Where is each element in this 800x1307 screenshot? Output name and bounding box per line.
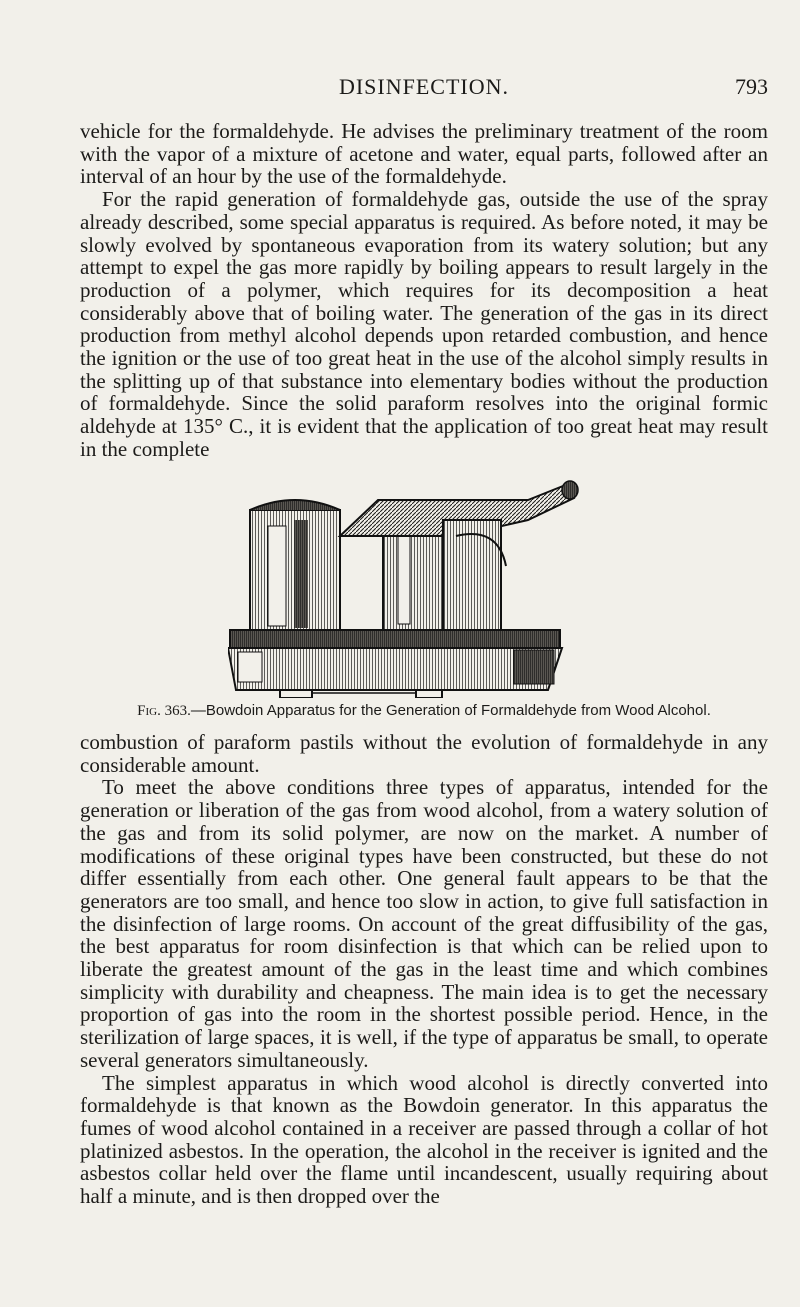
text-block-bottom bbox=[80, 731, 768, 1208]
chapter-title: DISINFECTION. bbox=[338, 74, 510, 99]
paragraph: combustion of paraform pastils without the evolution of formaldehyde in any considerable amount. bbox=[80, 730, 768, 777]
page-number: 793 bbox=[735, 74, 768, 99]
paragraph: The simplest apparatus in which wood alcohol is directly converted into formaldehyde is that known as the Bowdoin generator. In this apparatus the fumes of wood alcohol contained in a receiver are passed through a collar of hot platinized asbestos. In the operation, the alcohol in the receiver is ignited and the asbestos collar held over the flame until incandescent, usually requiring about half a minute, and is then dropped over the bbox=[80, 1070, 768, 1209]
bowdoin-apparatus-illustration bbox=[228, 476, 588, 698]
text-block-top bbox=[80, 120, 768, 461]
paragraph: For the rapid generation of formaldehyde gas, outside the use of the spray already described, some special apparatus is required. As before noted, it may be slowly evolved by spontaneous evaporation from its watery solution; but any attempt to expel the gas more rapidly by boiling appears to result largely in the production of a polymer, which requires for its decomposition a heat considerably above that of boiling water. The generation of the gas in its direct production from methyl alcohol depends upon retarded combustion, and hence the ignition or the use of too great heat in the use of the alcohol simply results in the splitting up of that substance into elementary bodies without the production of formaldehyde. Since the solid paraform resolves into the original formic aldehyde at 135° C., it is evident that the application of too great heat may result in the complete bbox=[80, 187, 768, 461]
figure-label: Fig. 363. bbox=[137, 703, 191, 719]
running-header bbox=[80, 74, 768, 104]
paragraph: To meet the above conditions three types of apparatus, intended for the generation or liberation of the gas from wood alcohol, from a watery solution of the gas and from its solid polymer, are now on the market. A number of modifications of these original types have been constructed, but these do not differ essentially from each other. One general fault appears to be that the generators are too small, and hence too slow in action, to give full satisfaction in the disinfection of large rooms. On account of the great diffusibility of the gas, the best apparatus for room disinfection is that which can be relied upon to liberate the greatest amount of the gas in the least time and which combines simplicity with durability and cheapness. The main idea is to get the necessary proportion of gas into the room in the shortest possible period. Hence, in the sterilization of large spaces, it is well, if the type of apparatus be small, to operate several generators simultaneously. bbox=[80, 775, 768, 1072]
figure-caption-text: —Bowdoin Apparatus for the Generation of Formaldehyde from Wood Alcohol. bbox=[190, 702, 711, 719]
figure-caption bbox=[80, 702, 768, 720]
paragraph: vehicle for the formaldehyde. He advises the preliminary treatment of the room with the vapor of a mixture of acetone and water, equal parts, followed after an interval of an hour by the use of the formaldehyde. bbox=[80, 119, 768, 189]
